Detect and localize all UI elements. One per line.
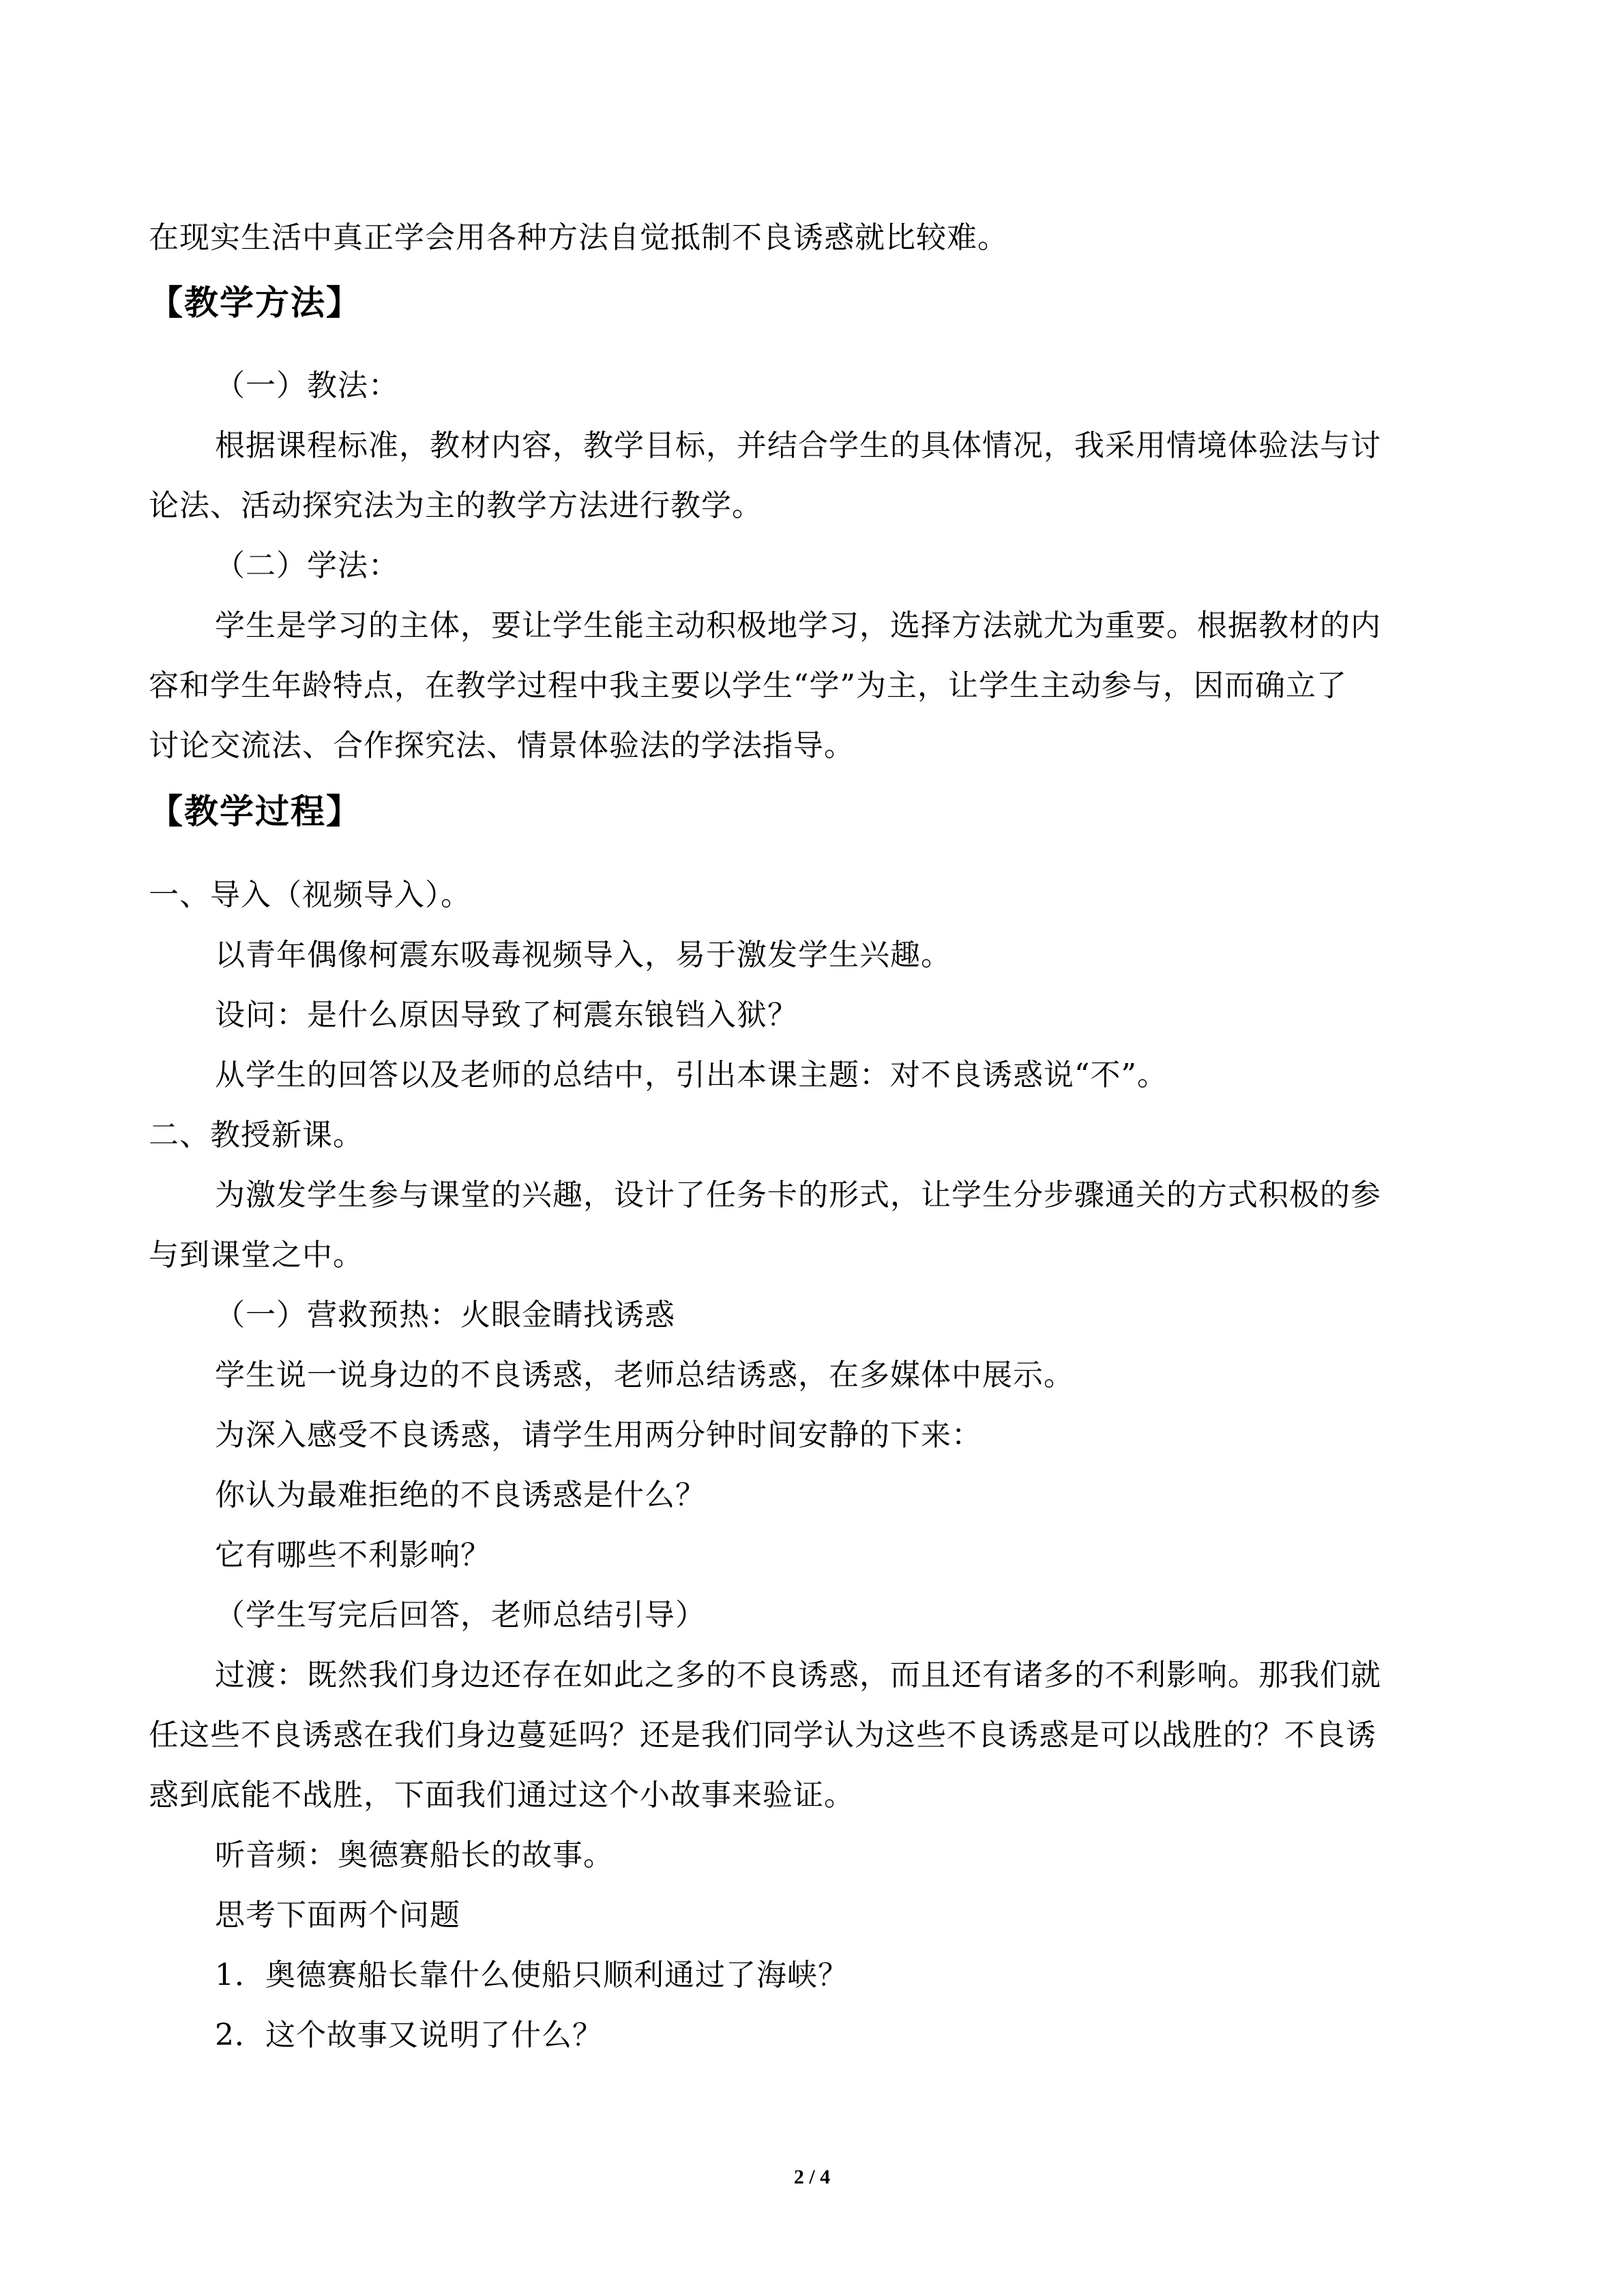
paragraph-line: （学生写完后回答，老师总结引导） xyxy=(215,1598,706,1632)
paragraph-line: 从学生的回答以及老师的总结中，引出本课主题：对不良诱惑说“不”。 xyxy=(215,1058,1168,1092)
paragraph-line: 任这些不良诱惑在我们身边蔓延吗？还是我们同学认为这些不良诱惑是可以战胜的？不良诱 xyxy=(149,1718,1376,1753)
paragraph-line: 思考下面两个问题 xyxy=(215,1898,460,1933)
paragraph-line: 以青年偶像柯震东吸毒视频导入，易于激发学生兴趣。 xyxy=(215,938,951,972)
subsection-title: （一）营救预热：火眼金睛找诱惑 xyxy=(215,1298,675,1332)
paragraph-line: 与到课堂之中。 xyxy=(149,1238,364,1272)
section-heading-methods: 【教学方法】 xyxy=(149,283,361,323)
paragraph-line: 设问：是什么原因导致了柯震东锒铛入狱？ xyxy=(215,998,798,1032)
paragraph-line: 过渡：既然我们身边还存在如此之多的不良诱惑，而且还有诸多的不利影响。那我们就 xyxy=(215,1658,1381,1693)
intro-continuation-text: 在现实生活中真正学会用各种方法自觉抵制不良诱惑就比较难。 xyxy=(149,220,1008,255)
paragraph-line: 根据课程标准，教材内容，教学目标，并结合学生的具体情况，我采用情境体验法与讨 xyxy=(215,428,1381,463)
paragraph-line: 学生说一说身边的不良诱惑，老师总结诱惑，在多媒体中展示。 xyxy=(215,1358,1074,1392)
section-heading-process: 【教学过程】 xyxy=(149,792,361,831)
paragraph-line: 它有哪些不利影响？ xyxy=(215,1538,491,1572)
page-number: 2 / 4 xyxy=(793,2166,831,2188)
part-title-intro: 一、导入（视频导入）。 xyxy=(149,878,471,912)
paragraph-line: 你认为最难拒绝的不良诱惑是什么？ xyxy=(215,1478,706,1512)
paragraph-line: 论法、活动探究法为主的教学方法进行教学。 xyxy=(149,488,763,523)
paragraph-line: 学生是学习的主体，要让学生能主动积极地学习，选择方法就尤为重要。根据教材的内 xyxy=(215,608,1381,643)
paragraph-line: 讨论交流法、合作探究法、情景体验法的学法指导。 xyxy=(149,728,855,763)
question-item: 1．奥德赛船长靠什么使船只顺利通过了海峡？ xyxy=(215,1958,848,1993)
question-item: 2．这个故事又说明了什么？ xyxy=(215,2018,603,2053)
paragraph-line: 为激发学生参与课堂的兴趣，设计了任务卡的形式，让学生分步骤通关的方式积极的参 xyxy=(215,1178,1381,1212)
learning-method-label: （二）学法： xyxy=(215,548,399,583)
part-title-new-lesson: 二、教授新课。 xyxy=(149,1118,364,1152)
paragraph-line: 惑到底能不战胜，下面我们通过这个小故事来验证。 xyxy=(149,1778,855,1813)
paragraph-line: 为深入感受不良诱惑，请学生用两分钟时间安静的下来： xyxy=(215,1418,982,1452)
teaching-method-label: （一）教法： xyxy=(215,368,399,403)
paragraph-line: 听音频：奥德赛船长的故事。 xyxy=(215,1838,614,1873)
paragraph-line: 容和学生年龄特点，在教学过程中我主要以学生“学”为主，让学生主动参与，因而确立了 xyxy=(149,668,1347,703)
